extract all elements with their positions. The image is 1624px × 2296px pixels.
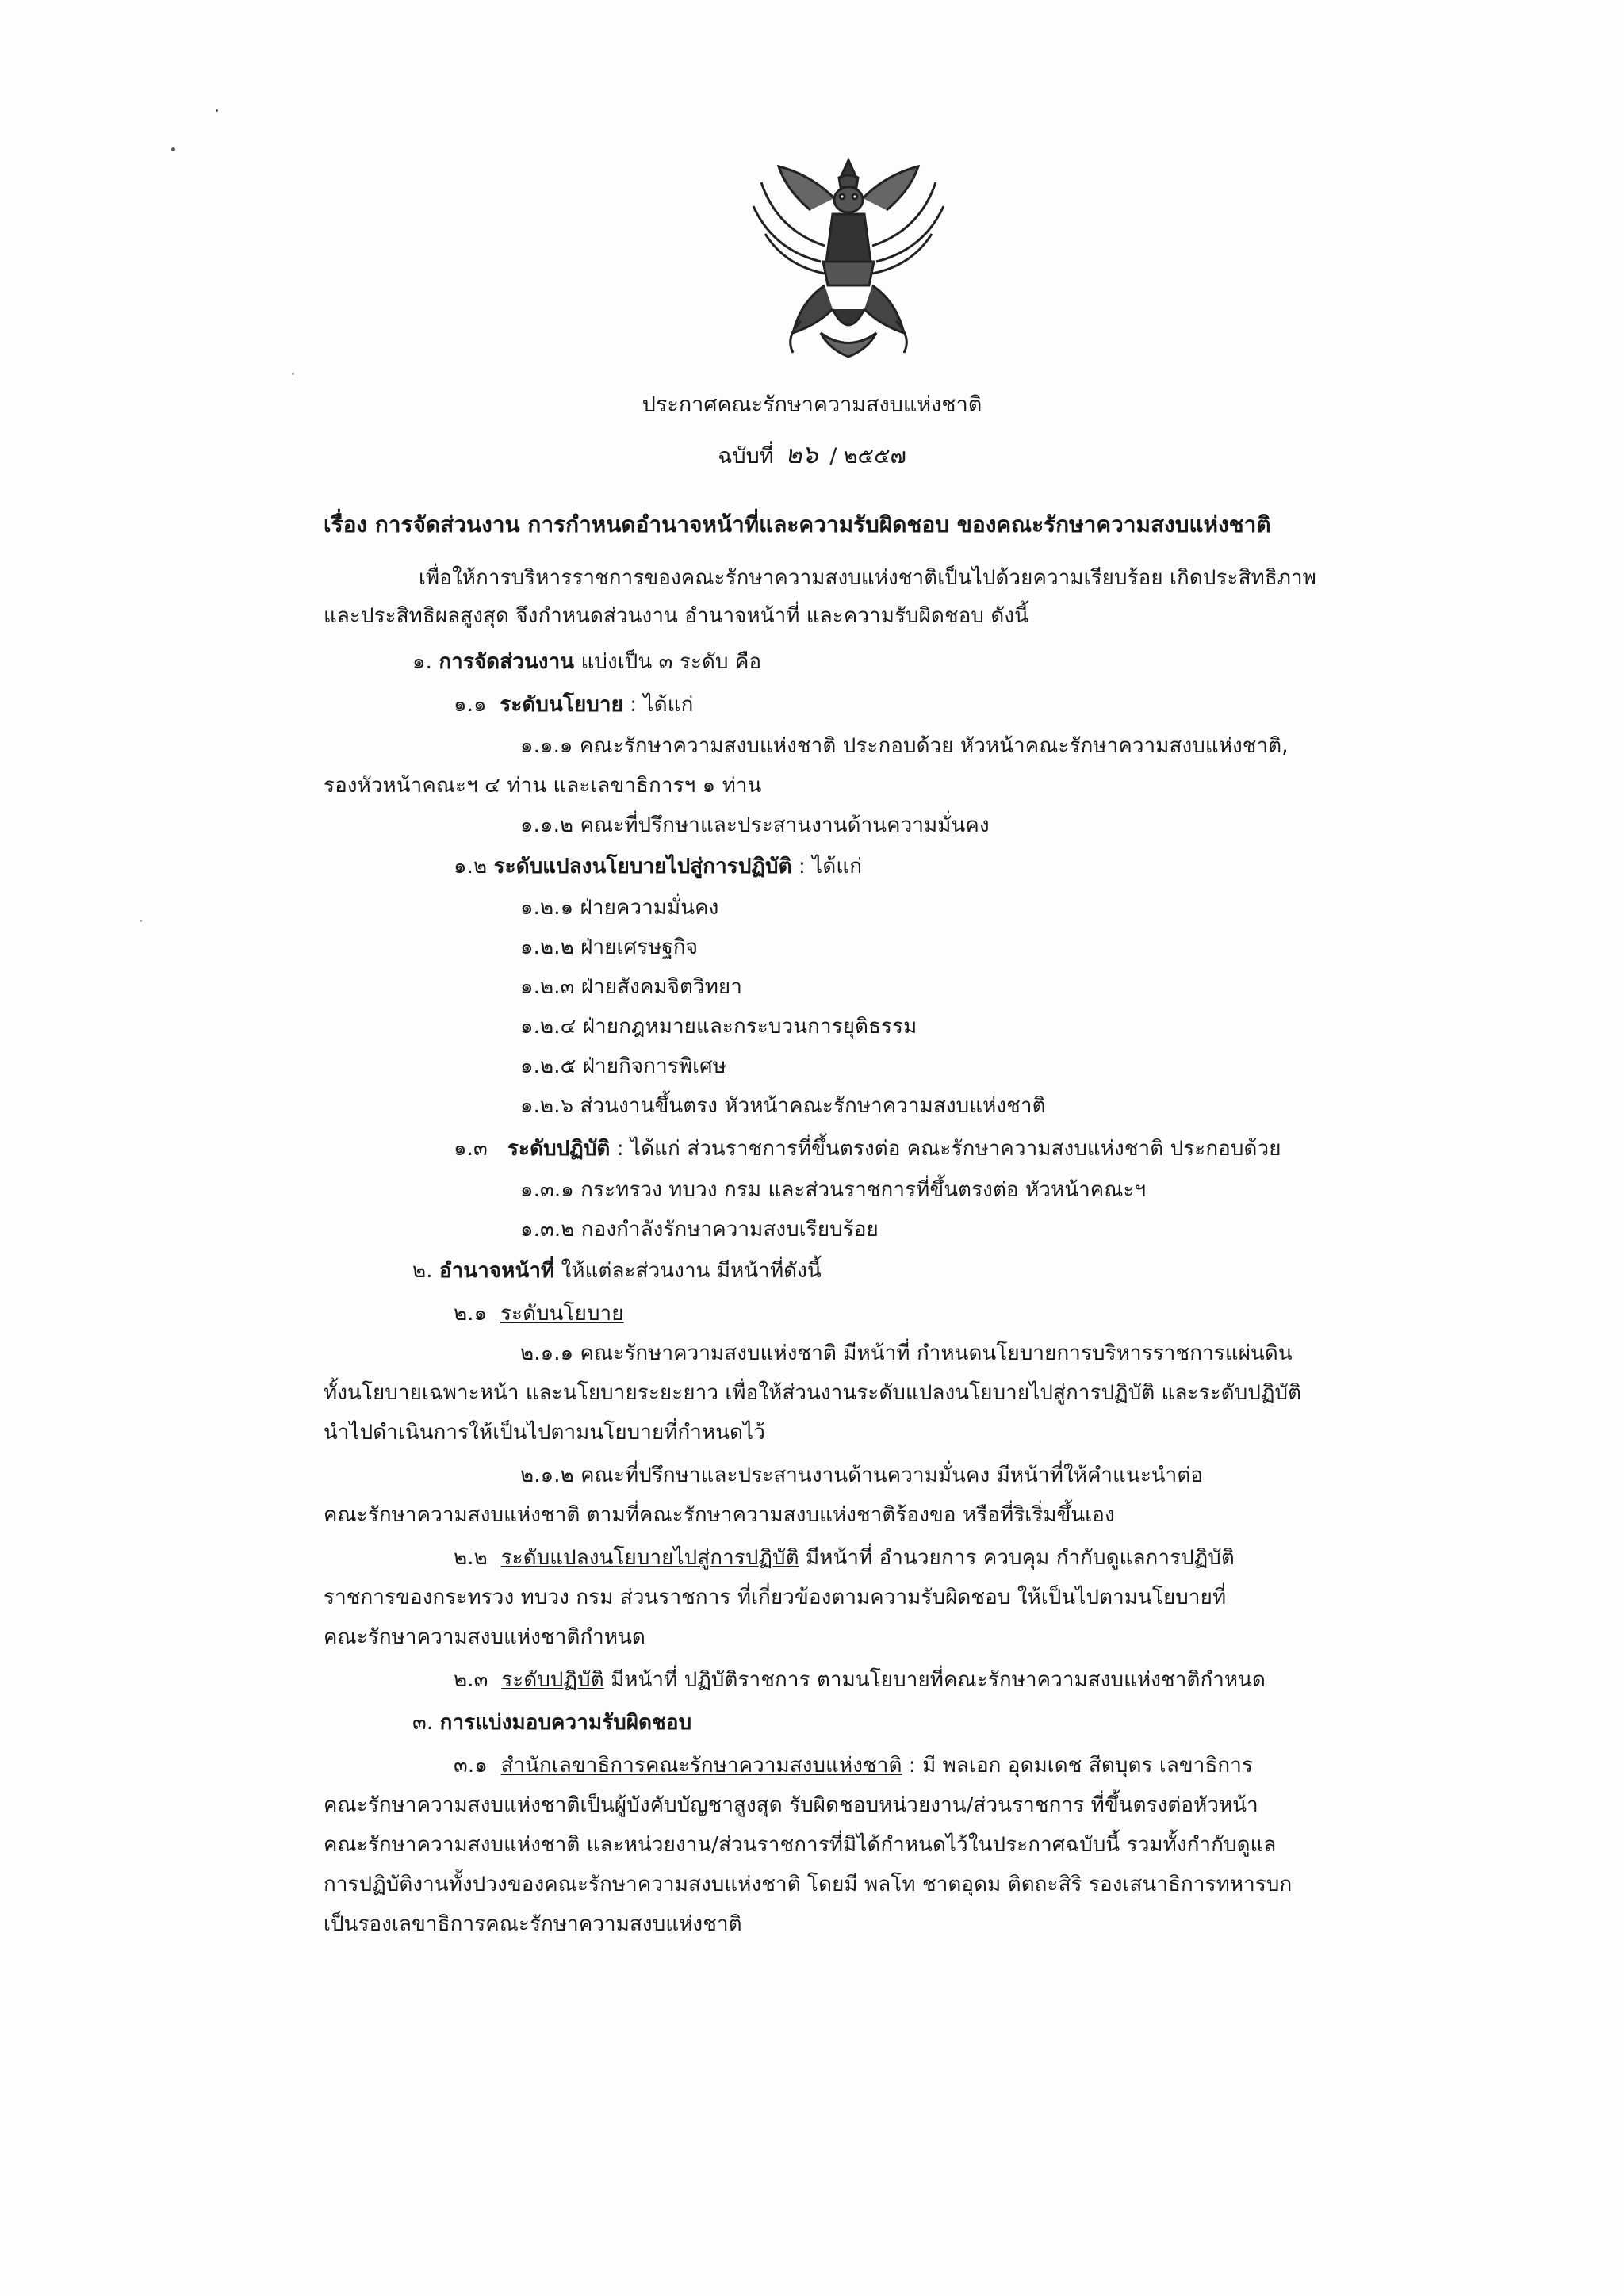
scan-speck bbox=[140, 920, 142, 922]
section-3-1-heading bbox=[454, 1752, 1253, 1779]
intro-line-2: และประสิทธิผลสูงสุด จึงกำหนดส่วนงาน อำนาจหน้าที่ และความรับผิดชอบ ดังนี้ bbox=[324, 604, 1029, 628]
section-1-1-2: ๑.๑.๒ คณะที่ปรึกษาและประสานงานด้านความมั่นคง bbox=[520, 813, 990, 837]
section-number: ๑.๒ bbox=[454, 855, 488, 878]
section-1-1-1-line-1: ๑.๑.๑ คณะรักษาความสงบแห่งชาติ ประกอบด้วย หัวหน้าคณะรักษาความสงบแห่งชาติ, bbox=[520, 734, 1289, 758]
list-item: ๑.๒.๑ ฝ่ายความมั่นคง bbox=[520, 896, 719, 920]
section-3-1-line-2: คณะรักษาความสงบแห่งชาติเป็นผู้บังคับบัญชาสูงสุด รับผิดชอบหน่วยงาน/ส่วนราชการ ที่ขึ้นตรงต่อหัวหน้า bbox=[324, 1793, 1258, 1817]
section-number: ๒.๒ bbox=[454, 1546, 488, 1570]
section-title-rest: : มี พลเอก อุดมเดช สีตบุตร เลขาธิการ bbox=[908, 1754, 1254, 1777]
section-2-1-1-line-3: นำไปดำเนินการให้เป็นไปตามนโยบายที่กำหนดไว้ bbox=[324, 1421, 765, 1445]
section-2-1-1-line-1: ๒.๑.๑ คณะรักษาความสงบแห่งชาติ มีหน้าที่ กำหนดนโยบายการบริหารราชการแผ่นดิน bbox=[520, 1341, 1293, 1365]
section-2-1-2-line-2: คณะรักษาความสงบแห่งชาติ ตามที่คณะรักษาความสงบแห่งชาติร้องขอ หรือที่ริเริ่มขึ้นเอง bbox=[324, 1503, 1115, 1527]
section-number: ๓. bbox=[412, 1711, 434, 1735]
section-1-1-heading bbox=[454, 691, 693, 718]
section-2-heading bbox=[412, 1257, 822, 1284]
section-number: ๒.๓ bbox=[454, 1668, 488, 1692]
scan-speck bbox=[171, 147, 175, 151]
section-title: สำนักเลขาธิการคณะรักษาความสงบแห่งชาติ bbox=[500, 1754, 902, 1777]
section-1-2-heading bbox=[454, 853, 862, 880]
issue-year: / ๒๕๕๗ bbox=[829, 444, 906, 469]
section-1-1-1-line-2: รองหัวหน้าคณะฯ ๔ ท่าน และเลขาธิการฯ ๑ ท่าน bbox=[324, 774, 762, 798]
section-2-2-line-2: ราชการของกระทรวง ทบวง กรม ส่วนราชการ ที่เกี่ยวข้องตามความรับผิดชอบ ให้เป็นไปตามนโยบายที่ bbox=[324, 1586, 1227, 1609]
list-item: ๑.๒.๔ ฝ่ายกฎหมายและกระบวนการยุติธรรม bbox=[520, 1015, 917, 1039]
announcement-title: ประกาศคณะรักษาความสงบแห่งชาติ bbox=[642, 392, 982, 417]
section-title-rest: : ได้แก่ ส่วนราชการที่ขึ้นตรงต่อ คณะรักษาความสงบแห่งชาติ ประกอบด้วย bbox=[616, 1137, 1281, 1161]
section-title: ระดับปฏิบัติ bbox=[501, 1668, 604, 1692]
section-number: ๑.๓ bbox=[454, 1137, 488, 1161]
section-title: อำนาจหน้าที่ bbox=[439, 1259, 555, 1283]
list-item: ๑.๒.๒ ฝ่ายเศรษฐกิจ bbox=[520, 936, 699, 959]
handwritten-issue-number: ๒๖ bbox=[785, 439, 818, 469]
section-title: ระดับปฏิบัติ bbox=[507, 1137, 611, 1161]
section-title: ระดับนโยบาย bbox=[500, 693, 623, 717]
garuda-emblem-icon bbox=[745, 151, 952, 365]
section-number: ๓.๑ bbox=[454, 1754, 488, 1777]
section-3-1-line-3: คณะรักษาความสงบแห่งชาติ และหน่วยงาน/ส่วนราชการที่มิได้กำหนดไว้ในประกาศฉบับนี้ รวมทั้งกำกับดูแล bbox=[324, 1833, 1277, 1857]
section-title: ระดับแปลงนโยบายไปสู่การปฏิบัติ bbox=[500, 1546, 799, 1570]
section-title: การจัดส่วนงาน bbox=[439, 650, 575, 674]
section-title-rest: มีหน้าที่ อำนวยการ ควบคุม กำกับดูแลการปฏิบัติ bbox=[805, 1546, 1235, 1570]
intro-line-1: เพื่อให้การบริหารราชการของคณะรักษาความสงบแห่งชาติเป็นไปด้วยความเรียบร้อย เกิดประสิทธิภาพ bbox=[419, 566, 1316, 590]
issue-prefix: ฉบับที่ bbox=[718, 444, 774, 469]
section-title-rest: แบ่งเป็น ๓ ระดับ คือ bbox=[580, 650, 762, 674]
section-2-2-line-3: คณะรักษาความสงบแห่งชาติกำหนด bbox=[324, 1625, 645, 1649]
section-2-1-2-line-1: ๒.๑.๒ คณะที่ปรึกษาและประสานงานด้านความมั่นคง มีหน้าที่ให้คำแนะนำต่อ bbox=[520, 1464, 1204, 1487]
section-number: ๒.๑ bbox=[454, 1302, 488, 1326]
section-2-3-heading bbox=[454, 1667, 1266, 1693]
list-item: ๑.๓.๒ กองกำลังรักษาความสงบเรียบร้อย bbox=[520, 1218, 879, 1242]
list-item: ๑.๒.๖ ส่วนงานขึ้นตรง หัวหน้าคณะรักษาความสงบแห่งชาติ bbox=[520, 1094, 1046, 1118]
list-item: ๑.๒.๓ ฝ่ายสังคมจิตวิทยา bbox=[520, 975, 742, 999]
section-2-1-1-line-2: ทั้งนโยบายเฉพาะหน้า และนโยบายระยะยาว เพื่อให้ส่วนงานระดับแปลงนโยบายไปสู่การปฏิบัติ และระดับปฏิบัติ bbox=[324, 1381, 1302, 1405]
section-title-rest: : ได้แก่ bbox=[799, 855, 863, 878]
section-title: ระดับนโยบาย bbox=[500, 1302, 624, 1326]
section-3-1-line-4: การปฏิบัติงานทั้งปวงของคณะรักษาความสงบแห่งชาติ โดยมี พลโท ชาตอุดม ติตถะสิริ รองเสนาธิการทหารบก bbox=[324, 1873, 1293, 1896]
section-title: การแบ่งมอบความรับผิดชอบ bbox=[439, 1711, 692, 1735]
scan-speck bbox=[216, 109, 218, 112]
section-number: ๑. bbox=[412, 650, 432, 674]
section-3-heading bbox=[412, 1709, 691, 1736]
list-item: ๑.๓.๑ กระทรวง ทบวง กรม และส่วนราชการที่ขึ้นตรงต่อ หัวหน้าคณะฯ bbox=[520, 1178, 1147, 1202]
section-1-heading bbox=[412, 649, 761, 675]
section-title-rest: : ได้แก่ bbox=[630, 693, 694, 717]
section-title-rest: ให้แต่ละส่วนงาน มีหน้าที่ดังนี้ bbox=[561, 1259, 822, 1283]
document-subject: เรื่อง การจัดส่วนงาน การกำหนดอำนาจหน้าที่และความรับผิดชอบ ของคณะรักษาความสงบแห่งชาติ bbox=[324, 511, 1271, 538]
list-item: ๑.๒.๕ ฝ่ายกิจการพิเศษ bbox=[520, 1054, 726, 1078]
section-number: ๑.๑ bbox=[454, 693, 487, 717]
scan-speck bbox=[292, 373, 294, 375]
section-2-1-heading bbox=[454, 1300, 624, 1327]
section-title: ระดับแปลงนโยบายไปสู่การปฏิบัติ bbox=[493, 855, 792, 878]
section-number: ๒. bbox=[412, 1259, 433, 1283]
section-3-1-line-5: เป็นรองเลขาธิการคณะรักษาความสงบแห่งชาติ bbox=[324, 1912, 742, 1936]
section-1-3-heading bbox=[454, 1135, 1281, 1162]
section-title-rest: มีหน้าที่ ปฏิบัติราชการ ตามนโยบายที่คณะรักษาความสงบแห่งชาติกำหนด bbox=[611, 1668, 1266, 1692]
issue-number-line bbox=[0, 434, 1624, 475]
section-2-2-heading bbox=[454, 1544, 1235, 1571]
